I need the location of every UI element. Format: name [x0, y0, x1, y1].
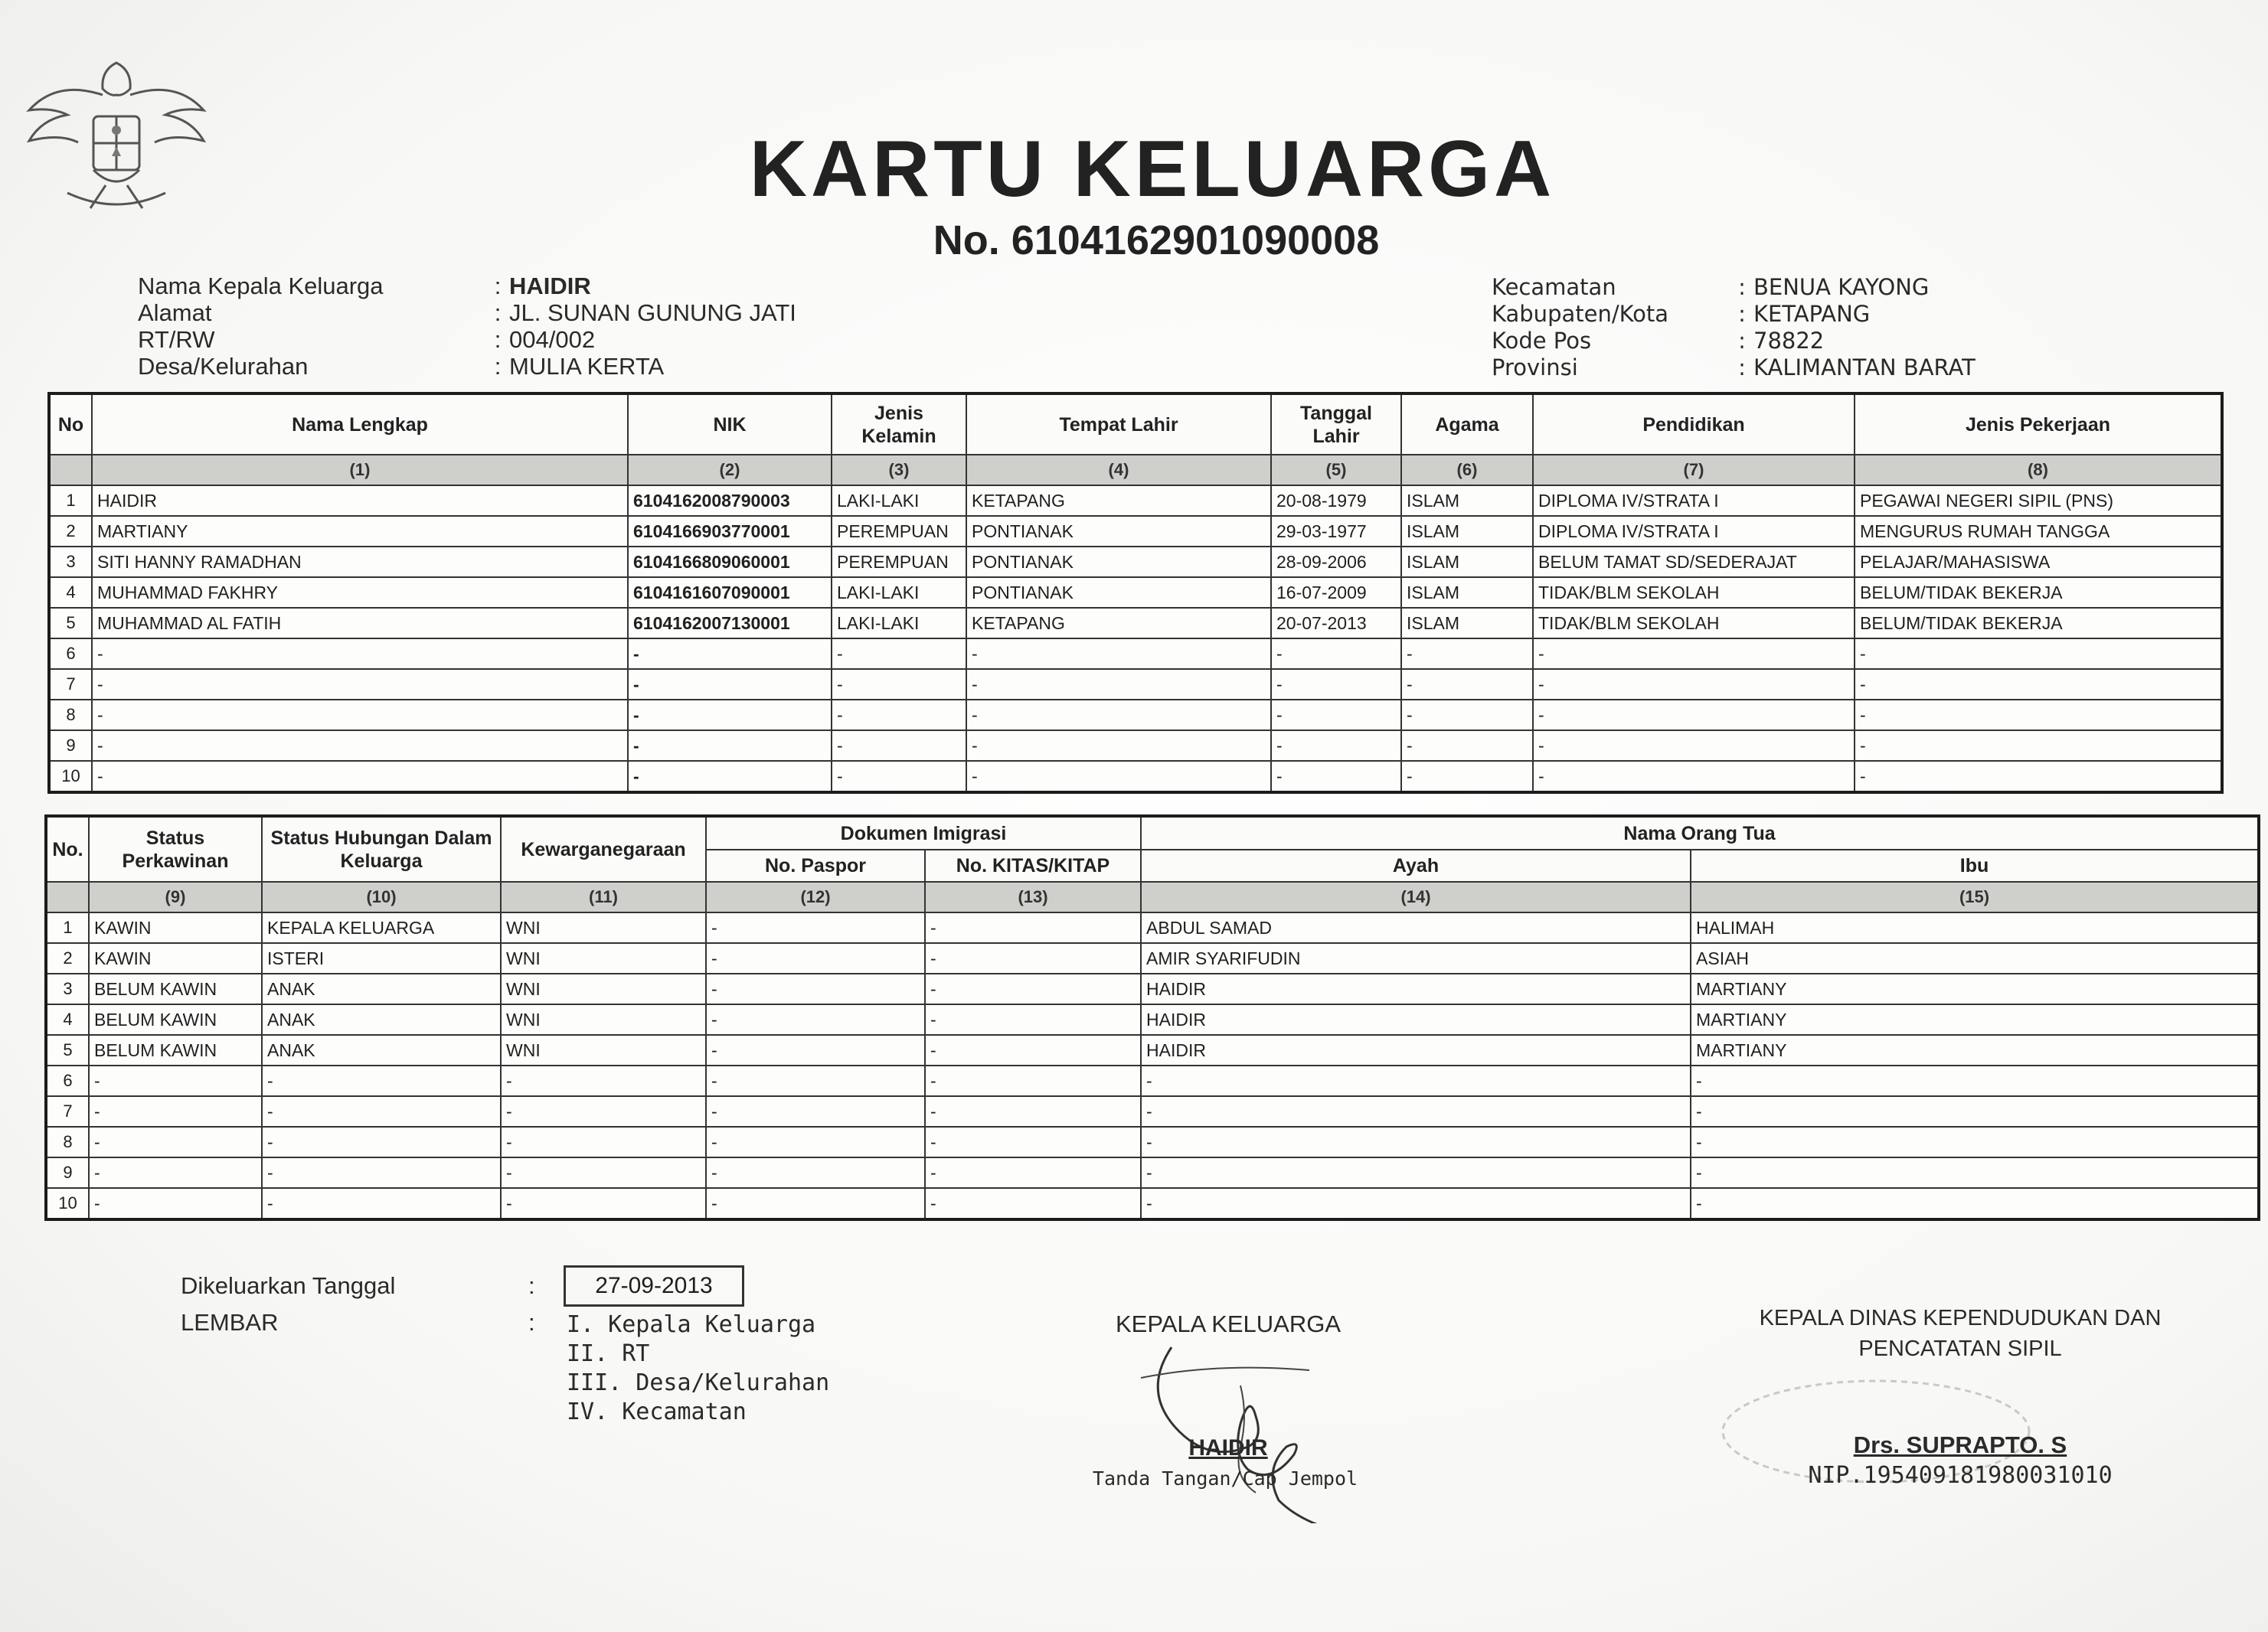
- table-cell: -: [1141, 1096, 1691, 1127]
- lembar-label: LEMBAR: [181, 1309, 279, 1336]
- dinas-title-line1: KEPALA DINAS KEPENDUDUKAN DAN: [1759, 1306, 2162, 1330]
- table-cell: -: [1271, 761, 1401, 792]
- table-cell: -: [1533, 700, 1855, 730]
- table-cell: ASIAH: [1691, 943, 2259, 974]
- table-cell: -: [92, 730, 628, 761]
- table-cell: LAKI-LAKI: [832, 608, 966, 638]
- column-header: Status Perkawinan: [89, 816, 262, 882]
- table-cell: -: [262, 1096, 501, 1127]
- table-cell: HALIMAH: [1691, 912, 2259, 943]
- table-cell: MARTIANY: [1691, 974, 2259, 1004]
- row-number: 1: [46, 912, 89, 943]
- table-cell: AMIR SYARIFUDIN: [1141, 943, 1691, 974]
- table-cell: -: [1533, 669, 1855, 700]
- table-cell: -: [706, 1096, 925, 1127]
- table-cell: HAIDIR: [92, 485, 628, 516]
- row-number: 10: [46, 1188, 89, 1219]
- table-cell: -: [1271, 669, 1401, 700]
- table-cell: -: [1401, 669, 1533, 700]
- table-cell: -: [1533, 761, 1855, 792]
- table-cell: -: [1401, 638, 1533, 669]
- table-cell: ANAK: [262, 1004, 501, 1035]
- column-header: Tempat Lahir: [966, 393, 1271, 455]
- header-label: Desa/Kelurahan: [138, 353, 309, 380]
- column-header: Pendidikan: [1533, 393, 1855, 455]
- kepala-keluarga-title: KEPALA KELUARGA: [1115, 1310, 1342, 1337]
- family-members-table: [47, 392, 2224, 794]
- table-cell: -: [1855, 638, 2222, 669]
- column-number-row: (1) (2) (3) (4) (5) (6) (7) (8): [49, 455, 2222, 485]
- table-cell: -: [92, 700, 628, 730]
- table-cell: -: [925, 1035, 1141, 1066]
- header-right: [1492, 274, 1976, 381]
- row-number: 9: [49, 730, 92, 761]
- column-header: Ayah: [1141, 850, 1691, 882]
- row-number: 5: [46, 1035, 89, 1066]
- header-label: Provinsi: [1492, 354, 1578, 380]
- header-row: Provinsi : KALIMANTAN BARAT: [1492, 354, 1976, 380]
- table-cell: TIDAK/BLM SEKOLAH: [1533, 577, 1855, 608]
- table-cell: -: [1691, 1096, 2259, 1127]
- column-header: Status Hubungan Dalam Keluarga: [262, 816, 501, 882]
- lembar-item: II. RT: [567, 1340, 650, 1367]
- column-header: Nama Orang Tua: [1141, 816, 2259, 850]
- header-value: KALIMANTAN BARAT: [1753, 354, 1976, 380]
- issued-label: Dikeluarkan Tanggal: [181, 1272, 396, 1299]
- column-header: No. Paspor: [706, 850, 925, 882]
- table-cell: PONTIANAK: [966, 547, 1271, 577]
- table-row: [49, 577, 2222, 608]
- table-cell: -: [1533, 638, 1855, 669]
- lembar-list: [567, 1310, 829, 1427]
- row-number: 8: [49, 700, 92, 730]
- lembar-colon: :: [528, 1309, 535, 1336]
- column-header: No.: [46, 816, 89, 882]
- header-value: 004/002: [509, 326, 596, 353]
- table-cell: -: [925, 1188, 1141, 1219]
- table-cell: PEREMPUAN: [832, 547, 966, 577]
- table-cell: -: [966, 730, 1271, 761]
- lembar-item: IV. Kecamatan: [567, 1399, 747, 1425]
- header-label: Kabupaten/Kota: [1492, 301, 1669, 327]
- table-cell: BELUM KAWIN: [89, 974, 262, 1004]
- table-cell: -: [925, 1096, 1141, 1127]
- table-cell: -: [628, 669, 832, 700]
- table-cell: -: [925, 912, 1141, 943]
- table-cell: 29-03-1977: [1271, 516, 1401, 547]
- table-cell: BELUM TAMAT SD/SEDERAJAT: [1533, 547, 1855, 577]
- table-row: [46, 974, 2259, 1004]
- table-cell: BELUM KAWIN: [89, 1035, 262, 1066]
- table-row: [46, 943, 2259, 974]
- table-cell: -: [628, 700, 832, 730]
- table-cell: 16-07-2009: [1271, 577, 1401, 608]
- header-left: [138, 273, 796, 380]
- header-label: Alamat: [138, 299, 212, 326]
- table-cell: ISLAM: [1401, 516, 1533, 547]
- table-cell: KEPALA KELUARGA: [262, 912, 501, 943]
- table-cell: -: [89, 1066, 262, 1096]
- garuda-emblem: [14, 32, 219, 237]
- table-cell: -: [706, 1004, 925, 1035]
- table-cell: -: [1855, 730, 2222, 761]
- table-row: [49, 516, 2222, 547]
- row-number: 8: [46, 1127, 89, 1157]
- row-number: 6: [46, 1066, 89, 1096]
- header-row: Kecamatan : BENUA KAYONG: [1492, 274, 1930, 300]
- table-cell: PELAJAR/MAHASISWA: [1855, 547, 2222, 577]
- table-cell: -: [706, 912, 925, 943]
- table-cell: LAKI-LAKI: [832, 485, 966, 516]
- column-header: Tanggal Lahir: [1271, 393, 1401, 455]
- table-cell: KAWIN: [89, 943, 262, 974]
- table-cell: BELUM/TIDAK BEKERJA: [1855, 577, 2222, 608]
- header-value: 78822: [1753, 328, 1825, 354]
- table-cell: ISLAM: [1401, 485, 1533, 516]
- table-cell: BELUM KAWIN: [89, 1004, 262, 1035]
- table-cell: -: [1533, 730, 1855, 761]
- row-number: 5: [49, 608, 92, 638]
- table-header-row: [49, 393, 2222, 455]
- table-cell: ISLAM: [1401, 547, 1533, 577]
- table-row: [49, 700, 2222, 730]
- table-cell: HAIDIR: [1141, 1004, 1691, 1035]
- table-cell: SITI HANNY RAMADHAN: [92, 547, 628, 577]
- table-cell: -: [832, 669, 966, 700]
- table-row: [46, 912, 2259, 943]
- table-cell: 6104162007130001: [628, 608, 832, 638]
- table-cell: KETAPANG: [966, 608, 1271, 638]
- header-row: Alamat : JL. SUNAN GUNUNG JATI: [138, 299, 796, 326]
- column-header: Jenis Pekerjaan: [1855, 393, 2222, 455]
- table-cell: KETAPANG: [966, 485, 1271, 516]
- table-cell: 6104166903770001: [628, 516, 832, 547]
- header-value: BENUA KAYONG: [1753, 274, 1930, 300]
- table-cell: -: [89, 1127, 262, 1157]
- header-value: HAIDIR: [509, 273, 591, 299]
- table-cell: -: [966, 761, 1271, 792]
- row-number: 2: [49, 516, 92, 547]
- table-cell: -: [1401, 761, 1533, 792]
- table-cell: HAIDIR: [1141, 1035, 1691, 1066]
- table-cell: -: [1691, 1188, 2259, 1219]
- table-cell: ANAK: [262, 1035, 501, 1066]
- column-number-row: (9) (10) (11) (12) (13) (14) (15): [46, 882, 2259, 912]
- table-cell: -: [1691, 1157, 2259, 1188]
- table-cell: -: [706, 1066, 925, 1096]
- table-cell: KAWIN: [89, 912, 262, 943]
- table-row: [46, 1096, 2259, 1127]
- header-label: Kode Pos: [1492, 328, 1592, 354]
- issued-colon: :: [528, 1272, 535, 1299]
- table-cell: -: [1855, 761, 2222, 792]
- table-cell: PEREMPUAN: [832, 516, 966, 547]
- table-cell: MUHAMMAD AL FATIH: [92, 608, 628, 638]
- table-cell: -: [1271, 700, 1401, 730]
- document-title: KARTU KELUARGA: [749, 125, 1556, 214]
- header-value: KETAPANG: [1753, 301, 1871, 327]
- table-cell: -: [89, 1157, 262, 1188]
- header-label: Kecamatan: [1492, 274, 1616, 300]
- table-cell: WNI: [501, 1004, 706, 1035]
- table-cell: -: [925, 1004, 1141, 1035]
- table-row: [49, 547, 2222, 577]
- column-header: Nama Lengkap: [92, 393, 628, 455]
- table-cell: -: [628, 638, 832, 669]
- header-row: Desa/Kelurahan : MULIA KERTA: [138, 353, 665, 380]
- table-cell: -: [832, 700, 966, 730]
- table-cell: -: [832, 730, 966, 761]
- table-cell: -: [92, 638, 628, 669]
- row-number: 4: [46, 1004, 89, 1035]
- table-cell: -: [706, 1188, 925, 1219]
- table-cell: -: [501, 1157, 706, 1188]
- table-cell: MARTIANY: [1691, 1004, 2259, 1035]
- table-cell: -: [89, 1188, 262, 1219]
- table-cell: -: [1855, 700, 2222, 730]
- table-cell: WNI: [501, 943, 706, 974]
- table-cell: -: [966, 700, 1271, 730]
- table-cell: TIDAK/BLM SEKOLAH: [1533, 608, 1855, 638]
- row-number: 10: [49, 761, 92, 792]
- table-header-row: [46, 816, 2259, 850]
- table-cell: -: [1691, 1127, 2259, 1157]
- header-label: Nama Kepala Keluarga: [138, 273, 384, 299]
- table-cell: -: [501, 1066, 706, 1096]
- table-cell: ISTERI: [262, 943, 501, 974]
- table-cell: -: [501, 1096, 706, 1127]
- row-number: 2: [46, 943, 89, 974]
- family-status-table: [44, 814, 2260, 1221]
- table-cell: WNI: [501, 974, 706, 1004]
- table-cell: -: [92, 761, 628, 792]
- table-row: [46, 1066, 2259, 1096]
- header-row: Nama Kepala Keluarga : HAIDIR: [138, 273, 591, 299]
- dinas-head-name: Drs. SUPRAPTO. S: [1853, 1431, 2067, 1458]
- table-cell: 28-09-2006: [1271, 547, 1401, 577]
- table-cell: -: [925, 1127, 1141, 1157]
- table-cell: -: [1141, 1157, 1691, 1188]
- table-cell: ABDUL SAMAD: [1141, 912, 1691, 943]
- column-header: Ibu: [1691, 850, 2259, 882]
- table-cell: PEGAWAI NEGERI SIPIL (PNS): [1855, 485, 2222, 516]
- dinas-head-nip: NIP.195409181980031010: [1808, 1462, 2113, 1489]
- table-cell: -: [1691, 1066, 2259, 1096]
- table-cell: -: [925, 943, 1141, 974]
- table-cell: -: [925, 974, 1141, 1004]
- column-header: No: [49, 393, 92, 455]
- row-number: 3: [49, 547, 92, 577]
- table-cell: -: [89, 1096, 262, 1127]
- table-cell: -: [628, 730, 832, 761]
- table-cell: 6104161607090001: [628, 577, 832, 608]
- column-header: Jenis Kelamin: [832, 393, 966, 455]
- table-cell: ISLAM: [1401, 608, 1533, 638]
- table-cell: -: [1401, 730, 1533, 761]
- table-cell: -: [1401, 700, 1533, 730]
- table-cell: WNI: [501, 912, 706, 943]
- table-cell: -: [1141, 1127, 1691, 1157]
- table-cell: PONTIANAK: [966, 577, 1271, 608]
- table-cell: 20-07-2013: [1271, 608, 1401, 638]
- table-cell: -: [262, 1127, 501, 1157]
- column-header: NIK: [628, 393, 832, 455]
- table-cell: MARTIANY: [1691, 1035, 2259, 1066]
- table-row: [49, 638, 2222, 669]
- table-cell: -: [1271, 638, 1401, 669]
- table-row: [49, 669, 2222, 700]
- table-cell: -: [706, 943, 925, 974]
- header-label: RT/RW: [138, 326, 215, 353]
- header-row: Kabupaten/Kota : KETAPANG: [1492, 301, 1871, 327]
- table-cell: -: [966, 669, 1271, 700]
- row-number: 6: [49, 638, 92, 669]
- table-cell: 6104166809060001: [628, 547, 832, 577]
- row-number: 9: [46, 1157, 89, 1188]
- table-cell: -: [262, 1188, 501, 1219]
- table-cell: MENGURUS RUMAH TANGGA: [1855, 516, 2222, 547]
- row-number: 7: [49, 669, 92, 700]
- table-cell: DIPLOMA IV/STRATA I: [1533, 485, 1855, 516]
- row-number: 7: [46, 1096, 89, 1127]
- table-cell: -: [262, 1157, 501, 1188]
- column-header: Kewarganegaraan: [501, 816, 706, 882]
- document-number: No. 6104162901090008: [933, 217, 1380, 263]
- lembar-item: I. Kepala Keluarga: [567, 1311, 816, 1338]
- table-row: [49, 730, 2222, 761]
- table-cell: -: [966, 638, 1271, 669]
- table-row: [46, 1004, 2259, 1035]
- row-number: 3: [46, 974, 89, 1004]
- table-cell: -: [706, 974, 925, 1004]
- table-cell: 6104162008790003: [628, 485, 832, 516]
- table-row: [46, 1127, 2259, 1157]
- header-row: Kode Pos : 78822: [1492, 328, 1825, 354]
- header-row: RT/RW : 004/002: [138, 326, 596, 353]
- table-cell: -: [1141, 1066, 1691, 1096]
- table-cell: -: [706, 1127, 925, 1157]
- table-cell: -: [1271, 730, 1401, 761]
- table-row: [49, 761, 2222, 792]
- table-cell: -: [501, 1188, 706, 1219]
- table-cell: DIPLOMA IV/STRATA I: [1533, 516, 1855, 547]
- table-cell: -: [628, 761, 832, 792]
- table-cell: ISLAM: [1401, 577, 1533, 608]
- table-row: [49, 485, 2222, 516]
- table-cell: -: [706, 1157, 925, 1188]
- header-value: JL. SUNAN GUNUNG JATI: [509, 299, 796, 326]
- table-cell: PONTIANAK: [966, 516, 1271, 547]
- row-number: 4: [49, 577, 92, 608]
- table-cell: -: [832, 638, 966, 669]
- table-cell: MUHAMMAD FAKHRY: [92, 577, 628, 608]
- column-header: No. KITAS/KITAP: [925, 850, 1141, 882]
- table-cell: ANAK: [262, 974, 501, 1004]
- column-header: Dokumen Imigrasi: [706, 816, 1141, 850]
- table-cell: -: [1141, 1188, 1691, 1219]
- table-row: [46, 1035, 2259, 1066]
- table-row: [46, 1157, 2259, 1188]
- lembar-item: III. Desa/Kelurahan: [567, 1369, 830, 1396]
- table-cell: -: [706, 1035, 925, 1066]
- table-cell: 20-08-1979: [1271, 485, 1401, 516]
- table-cell: HAIDIR: [1141, 974, 1691, 1004]
- table-cell: MARTIANY: [92, 516, 628, 547]
- issued-date: 27-09-2013: [564, 1265, 744, 1307]
- table-cell: -: [832, 761, 966, 792]
- table-cell: -: [925, 1066, 1141, 1096]
- table-cell: BELUM/TIDAK BEKERJA: [1855, 608, 2222, 638]
- row-number: 1: [49, 485, 92, 516]
- table-row: [49, 608, 2222, 638]
- column-header: Agama: [1401, 393, 1533, 455]
- dinas-title-line2: PENCATATAN SIPIL: [1858, 1337, 2062, 1361]
- kepala-keluarga-name: HAIDIR: [1188, 1435, 1268, 1461]
- signature-caption: Tanda Tangan/Cap Jempol: [1092, 1467, 1358, 1490]
- table-cell: WNI: [501, 1035, 706, 1066]
- table-cell: -: [501, 1127, 706, 1157]
- table-cell: -: [925, 1157, 1141, 1188]
- table-cell: LAKI-LAKI: [832, 577, 966, 608]
- header-value: MULIA KERTA: [509, 353, 665, 380]
- table-cell: -: [1855, 669, 2222, 700]
- table-row: [46, 1188, 2259, 1219]
- table-cell: -: [262, 1066, 501, 1096]
- signature-mark: [1126, 1317, 1386, 1523]
- table-cell: -: [92, 669, 628, 700]
